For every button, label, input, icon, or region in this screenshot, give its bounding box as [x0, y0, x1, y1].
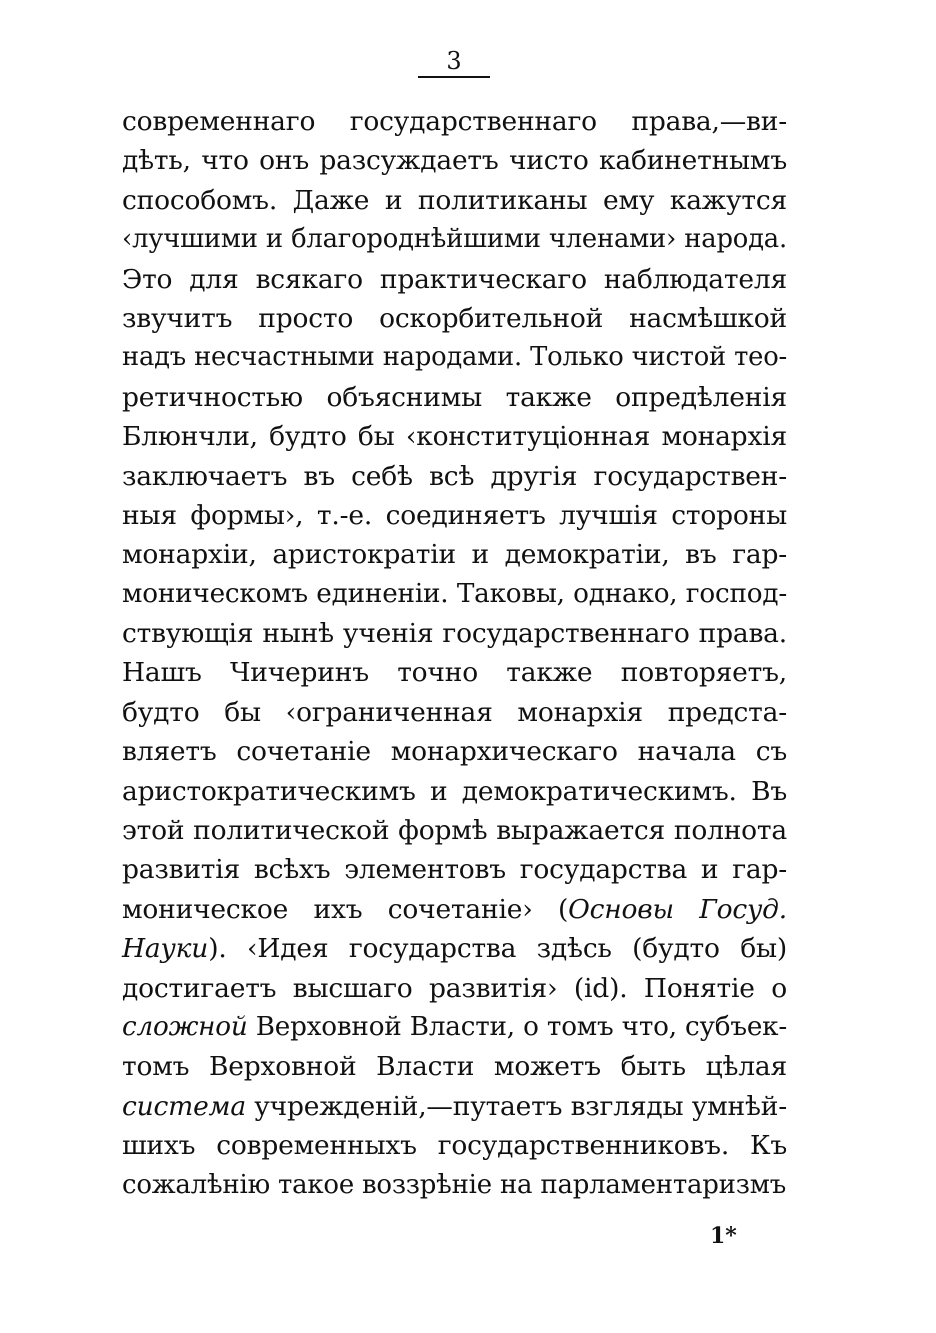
- text-segment: Блюнчли, будто бы ‹конституціонная монархія: [122, 421, 787, 453]
- text-segment: ретичностью объяснимы также опредѣленія: [122, 381, 787, 413]
- printer-signature-mark: 1*: [710, 1223, 737, 1249]
- text-line: [122, 1047, 787, 1086]
- italic-text-segment: система: [122, 1090, 246, 1122]
- text-segment: учрежденій,—путаетъ взгляды умнѣй-: [245, 1090, 787, 1122]
- text-segment: дѣть, что онъ разсуждаетъ чисто кабинетнымъ: [122, 145, 787, 177]
- text-segment: современнаго государственнаго права,—ви-: [122, 106, 787, 137]
- text-line: [122, 378, 787, 417]
- text-line: [122, 1166, 787, 1205]
- text-line: [122, 220, 787, 259]
- text-line: [122, 457, 787, 496]
- text-segment: шихъ современныхъ государственниковъ. Къ: [122, 1130, 787, 1162]
- text-line: [122, 299, 787, 338]
- text-line: [122, 653, 787, 692]
- page-number: 3: [446, 47, 462, 75]
- text-segment: развитія всѣхъ элементовъ государства и гар-: [122, 854, 787, 886]
- text-segment: монархіи, аристократіи и демократіи, въ гар-: [122, 539, 787, 571]
- text-line: [122, 890, 787, 929]
- text-line: [122, 260, 787, 299]
- text-line: [122, 338, 787, 377]
- text-line: [122, 496, 787, 535]
- text-line: [122, 811, 787, 850]
- text-segment: способомъ. Даже и политиканы ему кажутся: [122, 184, 787, 216]
- text-line: [122, 732, 787, 771]
- text-segment: надъ несчастными народами. Только чистой тео-: [122, 342, 787, 373]
- text-line: [122, 969, 787, 1008]
- text-segment: Это для всякаго практическаго наблюдателя: [122, 263, 787, 295]
- text-line: [122, 850, 787, 889]
- text-line: [122, 1087, 787, 1126]
- text-line: [122, 102, 787, 141]
- text-line: [122, 141, 787, 180]
- text-segment: ). ‹Идея государства здѣсь (будто бы): [208, 933, 787, 965]
- text-segment: Нашъ Чичеринъ точно также повторяетъ,: [122, 657, 787, 689]
- text-line: [122, 929, 787, 968]
- text-line: [122, 181, 787, 220]
- text-line: [122, 614, 787, 653]
- text-segment: сожалѣнію такое воззрѣніе на парламентаризмъ: [122, 1169, 786, 1200]
- text-segment: достигаетъ высшаго развитія› (id). Понятіе о: [122, 972, 787, 1004]
- text-segment: моническое ихъ сочетаніе› (: [122, 893, 569, 925]
- italic-text-segment: Основы Госуд.: [568, 893, 787, 925]
- text-line: [122, 1126, 787, 1165]
- text-line: [122, 535, 787, 574]
- text-segment: вляетъ сочетаніе монархическаго начала съ: [122, 736, 787, 768]
- text-segment: Верховной Власти, о томъ что, субъек-: [247, 1011, 787, 1042]
- header-rule: [418, 76, 490, 78]
- text-segment: моническомъ единеніи. Таковы, однако, господ-: [122, 578, 787, 609]
- text-segment: ствующія нынѣ ученія государственнаго права.: [122, 618, 787, 650]
- text-line: [122, 1008, 787, 1047]
- body-text: [122, 102, 787, 1205]
- text-segment: будто бы ‹ограниченная монархія предста-: [122, 696, 787, 728]
- text-segment: заключаетъ въ себѣ всѣ другія государствен-: [122, 460, 787, 492]
- text-segment: аристократическимъ и демократическимъ. Въ: [122, 775, 787, 807]
- italic-text-segment: сложной: [122, 1011, 248, 1042]
- text-segment: томъ Верховной Власти можетъ быть цѣлая: [122, 1051, 787, 1083]
- text-line: [122, 575, 787, 614]
- text-line: [122, 772, 787, 811]
- text-segment: ‹лучшими и благороднѣйшими членами› народа.: [122, 224, 787, 255]
- text-segment: этой политической формѣ выражается полнота: [122, 815, 787, 847]
- italic-text-segment: Науки: [122, 933, 209, 965]
- text-line: [122, 693, 787, 732]
- text-line: [122, 417, 787, 456]
- text-segment: звучитъ просто оскорбительной насмѣшкой: [122, 302, 787, 334]
- text-segment: ныя формы›, т.-е. соединяетъ лучшія стороны: [122, 499, 787, 531]
